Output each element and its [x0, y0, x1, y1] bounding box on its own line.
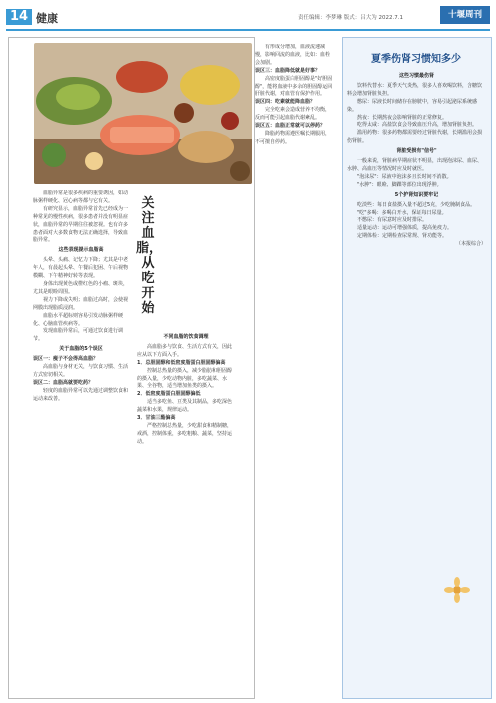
page-number: 14 — [6, 9, 32, 25]
paragraph: 有研究显示，血脂异常首先已经成为一种常见的慢性疾病，很多患者并没有明显症状，血脂异常的早期往往被忽视。也有许多患者面对大多数食物无法正确选择，导致血脂异常。 — [33, 205, 129, 244]
paragraph: 一般来说，肾脏病早期症状不明显，出现泡沫尿、血尿、水肿、高血压等情况时应及时就医。 — [347, 158, 483, 172]
paragraph: 轻度的血脂异常可以先通过调整饮食和运动来改善。 — [33, 387, 129, 402]
healthy-food-photo — [34, 43, 252, 184]
paragraph: 憋尿：尿液长时间储存在膀胱中，容易引起泌尿系统感染。 — [347, 98, 478, 113]
paragraph: 发现血脂异常后，可通过饮食进行调节。 — [33, 328, 124, 343]
subheading: 不同血脂的饮食调理 — [163, 334, 209, 340]
paragraph: 有形成分增加，血液流速减慢，影响回流的血液，比如：血栓会加剧。 — [255, 44, 331, 66]
sub-heading: 误区三：血脂降低就是好事？ — [255, 67, 321, 74]
paragraph: 不憋尿：有尿意时应及时排尿。 — [357, 217, 428, 224]
section-title: 健康 — [36, 12, 58, 25]
sub-heading: 误区一：瘦子不会得高血脂？ — [33, 356, 99, 363]
subheading: 5个护肾知识要牢记 — [394, 191, 439, 198]
subheading: 肾脏受损有"信号" — [396, 148, 437, 155]
masthead-logo: 十堰周刊 — [440, 6, 490, 24]
paragraph: 定期体检：定期检查尿常规、肾功能等。 — [357, 233, 448, 240]
subheading: 关于血脂的5个误区 — [59, 346, 103, 353]
paragraph: 视力下降或失明；血脂过高时，会使视网膜出现脂质浸润。 — [33, 296, 129, 311]
paragraph: 熬夜：长期熬夜会影响肾脏的正常修复。 — [357, 114, 448, 121]
decorative-flower-icon — [442, 576, 472, 604]
paragraph: "水肿"：眼睑、脚踝等部位出现浮肿。 — [357, 181, 442, 188]
sub-heading: 误区二：血脂高就要吃药？ — [33, 379, 94, 386]
left-column-1 — [33, 190, 129, 690]
left-column-3 — [255, 44, 333, 690]
sub-heading: 误区五：血脂正常就可以停药？ — [255, 123, 326, 130]
paragraph: 适当多吃鱼、豆类及其制品，多吃深色蔬菜和水果，规律运动。 — [137, 399, 233, 414]
paragraph: 头晕、头痛、记忆力下降；尤其是中老年人，有晨起头晕、午餐后犯困、午后视物模糊、下午精神好转等表现。 — [33, 257, 129, 280]
credits-line: 责任编辑：李梦琳 版式：吕大为 2022.7.1 — [298, 15, 403, 21]
sub-heading: 1．总胆固醇和低密度脂蛋白胆固醇偏高 — [137, 359, 226, 366]
paragraph: 高血脂与身材无关，与饮食习惯、生活方式密切相关。 — [33, 364, 129, 378]
paragraph: "吃"多喝：多喝白开水，保证每日尿量。 — [357, 209, 447, 216]
paragraph: 降脂药物需遵医嘱长期服用，不可擅自停药。 — [255, 130, 331, 145]
subheading: 这些习惯最伤肾 — [398, 73, 434, 79]
paragraph: 饮料代替水：夏季天气炎热，很多人喜欢喝饮料，含糖饮料会增加肾脏负担。 — [347, 82, 483, 97]
paragraph: 吃得太咸：高盐饮食会导致血压升高，增加肾脏负担。 — [357, 122, 478, 129]
page-header — [0, 0, 496, 28]
paragraph: 身体出现黄色或橙红色的小瘤、斑块，尤其是眼睑周围。 — [33, 280, 129, 295]
paragraph: 滥用药物：很多药物都需要经过肾脏代谢，长期滥用会损伤肾脏。 — [347, 130, 483, 145]
paragraph: 严格控制总热量，少吃甜食和精制糖，戒酒，控制体重，多吃粗粮、蔬菜，坚持运动。 — [137, 422, 233, 445]
sub-heading: 误区四：吃素就能降血脂？ — [255, 99, 316, 106]
paragraph: "泡沫尿"：尿液中泡沫多且长时间不消散。 — [357, 173, 452, 180]
paragraph: 控制总热量的摄入，减少脂肪和胆固醇的摄入量，少吃动物内脏，多吃蔬菜、水果、全谷物，适当增加鱼类的摄入。 — [137, 367, 233, 390]
paragraph: 适量运动：运动可增强体质，提高免疫力。 — [357, 225, 453, 232]
paragraph: 高血脂多与饮食、生活方式有关，因此应从以下方面入手。 — [137, 343, 233, 358]
left-article-title: 关注血脂，从吃开始 — [136, 196, 163, 316]
paragraph: 吃淡些：每日食盐摄入量不超过5克，少吃腌制食品。 — [357, 201, 476, 208]
header-rule — [6, 29, 490, 31]
paragraph: 血脂异常是很多疾病的重要诱因，如动脉粥样硬化、冠心病等都与它有关。 — [33, 190, 129, 204]
paragraph: 血脂水平超标则容易引发动脉粥样硬化、心脑血管疾病等。 — [33, 312, 124, 327]
subheading: 这些表现提示血脂高 — [58, 247, 104, 254]
sub-heading: 2．低密度脂蛋白胆固醇偏低 — [137, 391, 201, 398]
left-column-2 — [137, 332, 235, 692]
paragraph: 高密度脂蛋白胆固醇是"好胆固醇"，能将血液中多余的胆固醇运回肝脏代谢，对血管有保护作用。 — [255, 75, 333, 98]
paragraph: （本报综合） — [455, 241, 486, 248]
paragraph: 完全吃素会造成营养不均衡，反而可能引起血脂代谢紊乱。 — [255, 107, 331, 122]
right-article-title: 夏季伤肾习惯知多少 — [371, 54, 461, 65]
sub-heading: 3．甘油三酯偏高 — [137, 415, 176, 422]
